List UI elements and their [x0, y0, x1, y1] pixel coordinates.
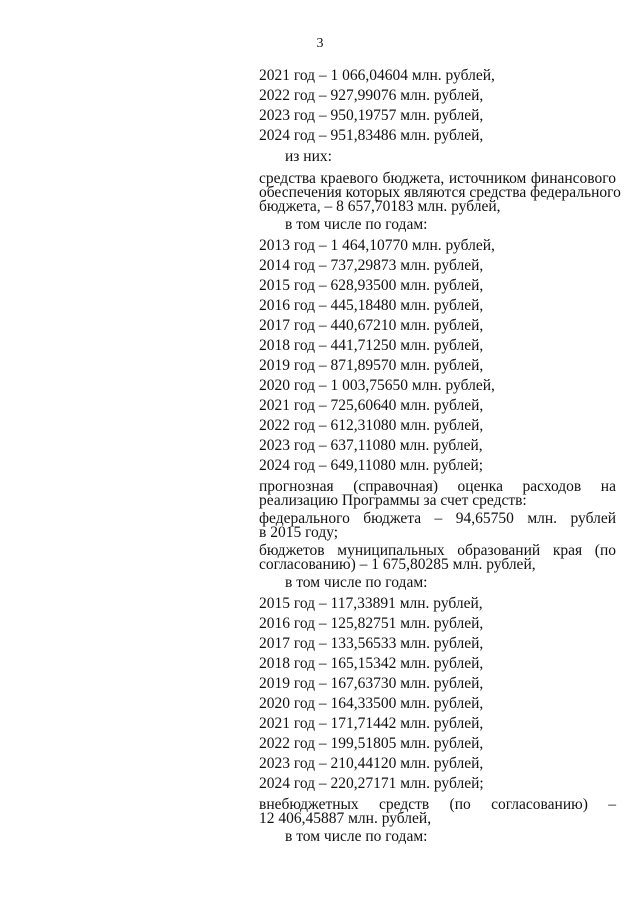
year-line: 2020 год – 1 003,75650 млн. рублей, — [259, 377, 495, 394]
regional-budget-paragraph — [259, 170, 621, 215]
year-line: 2016 год – 125,82751 млн. рублей, — [259, 615, 484, 632]
subheading-by-years: в том числе по годам: — [285, 216, 428, 233]
year-line: 2022 год – 927,99076 млн. рублей, — [259, 87, 484, 104]
year-line: 2020 год – 164,33500 млн. рублей, — [259, 695, 484, 712]
federal-budget-paragraph — [259, 512, 616, 540]
year-line: 2023 год – 637,11080 млн. рублей, — [259, 437, 483, 454]
paragraph-line: прогнозная (справочная) оценка расходов на — [259, 478, 616, 495]
paragraph-line: реализацию Программы за счет средств: — [259, 492, 527, 509]
municipal-budget-paragraph — [259, 544, 616, 572]
year-line: 2016 год – 445,18480 млн. рублей, — [259, 297, 484, 314]
paragraph-line: средства краевого бюджета, источником финансового — [259, 170, 616, 187]
year-line: 2021 год – 1 066,04604 млн. рублей, — [259, 67, 495, 84]
extrabudget-paragraph — [259, 798, 616, 826]
paragraph-line: в 2015 году; — [259, 524, 339, 541]
year-line: 2022 год – 612,31080 млн. рублей, — [259, 417, 484, 434]
page-number: 3 — [316, 36, 324, 51]
year-line: 2017 год – 133,56533 млн. рублей, — [259, 635, 484, 652]
subheading-iz-nih: из них: — [285, 148, 332, 165]
paragraph-line: 12 406,45887 млн. рублей, — [259, 810, 432, 827]
year-line: 2017 год – 440,67210 млн. рублей, — [259, 317, 484, 334]
subheading-by-years: в том числе по годам: — [285, 828, 428, 845]
year-line: 2018 год – 441,71250 млн. рублей, — [259, 337, 484, 354]
year-line: 2015 год – 628,93500 млн. рублей, — [259, 277, 484, 294]
paragraph-line: обеспечения которых являются средства федерального — [259, 184, 621, 201]
year-line: 2019 год – 167,63730 млн. рублей, — [259, 675, 484, 692]
year-line: 2021 год – 171,71442 млн. рублей, — [259, 715, 484, 732]
year-line: 2015 год – 117,33891 млн. рублей, — [259, 595, 483, 612]
year-line: 2014 год – 737,29873 млн. рублей, — [259, 257, 484, 274]
paragraph-line: федерального бюджета – 94,65750 млн. рублей — [259, 510, 616, 527]
paragraph-line: бюджетов муниципальных образований края (по — [259, 542, 616, 559]
year-line: 2021 год – 725,60640 млн. рублей, — [259, 397, 484, 414]
year-line: 2023 год – 210,44120 млн. рублей, — [259, 755, 484, 772]
year-line: 2019 год – 871,89570 млн. рублей, — [259, 357, 484, 374]
year-line: 2024 год – 220,27171 млн. рублей; — [259, 775, 484, 792]
subheading-by-years: в том числе по годам: — [285, 574, 428, 591]
year-line: 2022 год – 199,51805 млн. рублей, — [259, 735, 484, 752]
paragraph-line: внебюджетных средств (по согласованию) – — [259, 796, 616, 813]
year-line: 2023 год – 950,19757 млн. рублей, — [259, 107, 484, 124]
paragraph-line: бюджета, – 8 657,70183 млн. рублей, — [259, 198, 501, 215]
document-body — [259, 66, 621, 848]
year-line: 2013 год – 1 464,10770 млн. рублей, — [259, 237, 495, 254]
paragraph-line: согласованию) – 1 675,80285 млн. рублей, — [259, 556, 536, 573]
year-line: 2024 год – 951,83486 млн. рублей, — [259, 127, 484, 144]
forecast-paragraph — [259, 480, 616, 508]
year-line: 2018 год – 165,15342 млн. рублей, — [259, 655, 484, 672]
year-line: 2024 год – 649,11080 млн. рублей; — [259, 457, 484, 474]
